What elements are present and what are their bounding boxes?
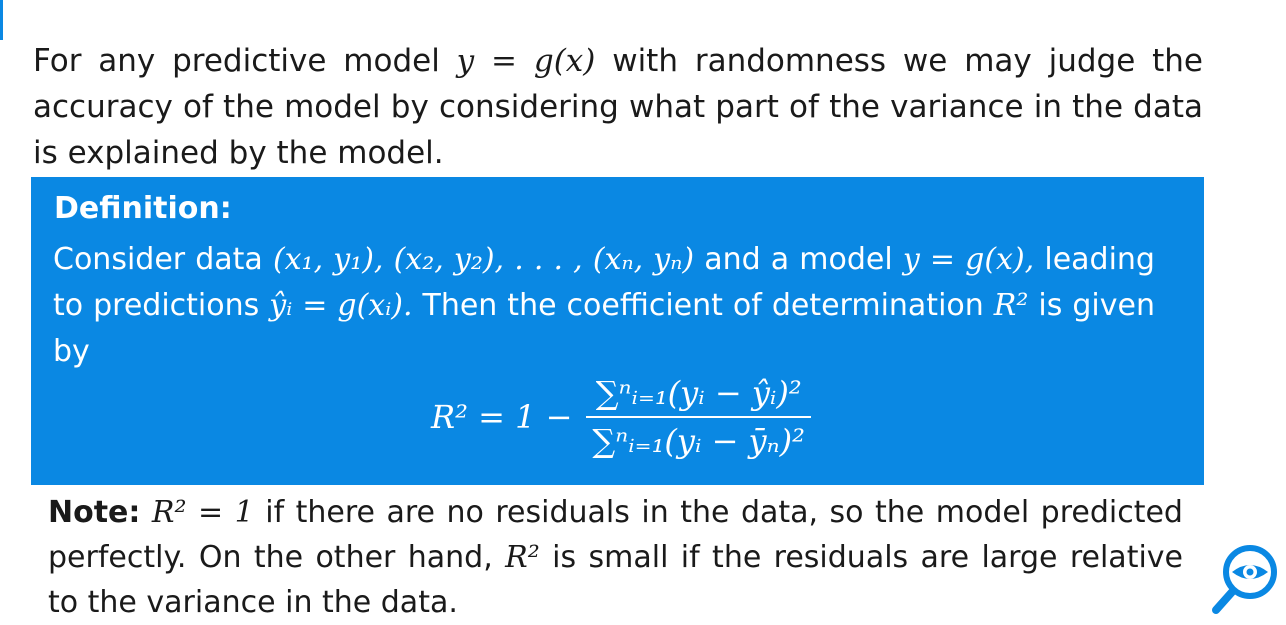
magnifier-eye-icon[interactable] bbox=[1210, 544, 1280, 614]
note-part1: if there are no residuals in the data, so the model predicted perfectly. On the other hand, bbox=[48, 495, 1183, 575]
def-data-tuples: (x₁, y₁), (x₂, y₂), . . . , (xₙ, yₙ) bbox=[272, 242, 695, 277]
def-and-model: and a model bbox=[704, 242, 893, 277]
note-r2-eq: R² = 1 bbox=[151, 495, 254, 530]
formula-numerator: ∑ⁿᵢ₌₁(yᵢ − ŷᵢ)² bbox=[595, 374, 802, 412]
note-label: Note: bbox=[48, 495, 141, 530]
def-leading: leading to predictions bbox=[53, 242, 1155, 323]
def-r2: R² bbox=[993, 288, 1029, 323]
formula-lhs: R² = 1 − bbox=[431, 398, 573, 436]
model-lhs: y bbox=[456, 43, 475, 79]
formula-denominator: ∑ⁿᵢ₌₁(yᵢ − ȳₙ)² bbox=[586, 416, 810, 460]
definition-box bbox=[31, 177, 1204, 485]
def-consider: Consider data bbox=[53, 242, 263, 277]
intro-paragraph bbox=[33, 38, 1203, 176]
definition-body bbox=[53, 237, 1155, 375]
accent-bar bbox=[0, 0, 3, 40]
intro-tail: with randomness we may judge the accuracy of the model by considering what part of the variance in the data is explained by the model. bbox=[33, 43, 1203, 171]
note-r2: R² bbox=[505, 540, 540, 575]
def-then: Then the coefficient of determination bbox=[422, 288, 984, 323]
def-prediction: ŷᵢ = g(xᵢ). bbox=[269, 288, 413, 323]
intro-lead: For any predictive model bbox=[33, 43, 440, 79]
r2-formula bbox=[431, 367, 811, 467]
definition-title: Definition: bbox=[54, 191, 232, 226]
note-paragraph bbox=[48, 490, 1183, 625]
model-eq: = bbox=[491, 43, 518, 79]
model-rhs: g(x) bbox=[533, 43, 596, 79]
def-given-by: is given by bbox=[53, 288, 1155, 369]
def-model: y = g(x), bbox=[902, 242, 1035, 277]
formula-fraction bbox=[586, 374, 810, 460]
note-part2: is small if the residuals are large relative to the variance in the data. bbox=[48, 540, 1184, 620]
